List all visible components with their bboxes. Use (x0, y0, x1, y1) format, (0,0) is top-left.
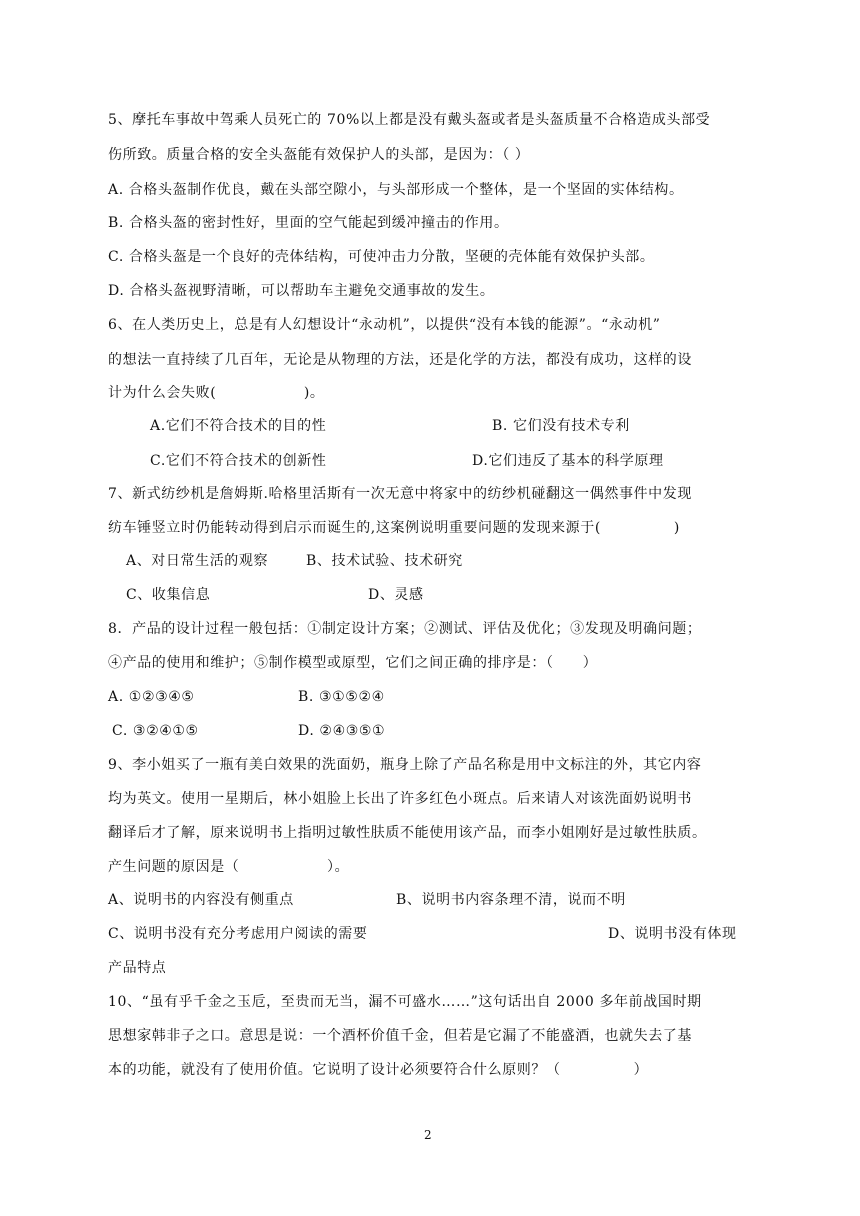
q7-stem-line-1: 7、新式纺纱机是詹姆斯.哈格里活斯有一次无意中将家中的纺纱机碰翻这一偶然事件中发现 (108, 486, 692, 502)
q5-option-a: A. 合格头盔制作优良，戴在头部空隙小，与头部形成一个整体，是一个坚固的实体结构。 (108, 182, 684, 198)
q7-option-d: D、灵感 (368, 587, 424, 603)
q10-stem-line-2: 思想家韩非子之口。意思是说：一个酒杯价值千金，但若是它漏了不能盛酒，也就失去了基 (108, 1028, 692, 1044)
q7-option-b: B、技术试验、技术研究 (306, 553, 463, 569)
q8-stem-line-2: ④产品的使用和维护；⑤制作模型或原型，它们之间正确的排序是：（ ） (108, 655, 598, 671)
q6-stem-line-2: 的想法一直持续了几百年，无论是从物理的方法，还是化学的方法，都没有成功，这样的设 (108, 352, 692, 368)
q8-option-c: C. ③②④①⑤ (112, 723, 199, 739)
q5-option-b: B. 合格头盔的密封性好，里面的空气能起到缓冲撞击的作用。 (108, 215, 509, 231)
q9-option-b: B、说明书内容条理不清，说而不明 (396, 892, 626, 908)
q9-option-d-continued: 产品特点 (108, 960, 167, 976)
q6-option-a: A.它们不符合技术的目的性 (150, 418, 327, 434)
q6-option-b: B. 它们没有技术专利 (492, 418, 630, 434)
q5-stem-line-2: 伤所致。质量合格的安全头盔能有效保护人的头部，是因为：（ ） (108, 147, 530, 163)
q7-option-a: A、对日常生活的观察 (126, 553, 269, 569)
q9-option-d: D、说明书没有体现 (608, 926, 737, 942)
q9-stem-line-2: 均为英文。使用一星期后，林小姐脸上长出了许多红色小斑点。后来请人对该洗面奶说明书 (108, 791, 692, 807)
q10-stem-line-3: 本的功能，就没有了使用价值。它说明了设计必须要符合什么原则？（ ） (108, 1062, 649, 1078)
q9-stem-line-1: 9、李小姐买了一瓶有美白效果的洗面奶，瓶身上除了产品名称是用中文标注的外，其它内容 (108, 757, 702, 773)
q9-option-c: C、说明书没有充分考虑用户阅读的需要 (108, 926, 368, 942)
q9-option-a: A、说明书的内容没有侧重点 (108, 892, 294, 908)
q6-option-d: D.它们违反了基本的科学原理 (472, 453, 664, 469)
q6-stem-line-3: 计为什么会失败( )。 (108, 385, 325, 401)
q10-stem-line-1: 10、“虽有乎千金之玉卮，至贵而无当，漏不可盛水……”这句话出自 2000 多年前战国时期 (108, 994, 702, 1010)
q8-stem-line-1: 8．产品的设计过程一般包括：①制定设计方案；②测试、评估及优化；③发现及明确问题； (108, 621, 702, 637)
q9-stem-line-3: 翻译后才了解，原来说明书上指明过敏性肤质不能使用该产品，而李小姐刚好是过敏性肤质。 (108, 825, 707, 841)
q8-option-b: B. ③①⑤②④ (298, 689, 385, 705)
page-number: 2 (424, 1128, 432, 1142)
q7-option-c: C、收集信息 (126, 587, 211, 603)
q5-option-d: D. 合格头盔视野清晰，可以帮助车主避免交通事故的发生。 (108, 283, 495, 299)
q5-option-c: C. 合格头盔是一个良好的壳体结构，可使冲击力分散，坚硬的壳体能有效保护头部。 (108, 249, 655, 265)
q8-option-a: A. ①②③④⑤ (108, 689, 195, 705)
q6-stem-line-1: 6、在人类历史上，总是有人幻想设计“永动机”，以提供“没有本钱的能源”。“永动机” (108, 317, 661, 333)
q8-option-d: D. ②④③⑤① (298, 723, 386, 739)
q5-stem-line-1: 5、摩托车事故中驾乘人员死亡的 70%以上都是没有戴头盔或者是头盔质量不合格造成头部受 (108, 112, 711, 128)
q9-stem-line-4: 产生问题的原因是（ ）。 (108, 859, 350, 875)
q6-option-c: C.它们不符合技术的创新性 (150, 453, 327, 469)
q7-stem-line-2: 纺车锤竖立时仍能转动得到启示而诞生的,这案例说明重要问题的发现来源于( ) (108, 520, 680, 536)
